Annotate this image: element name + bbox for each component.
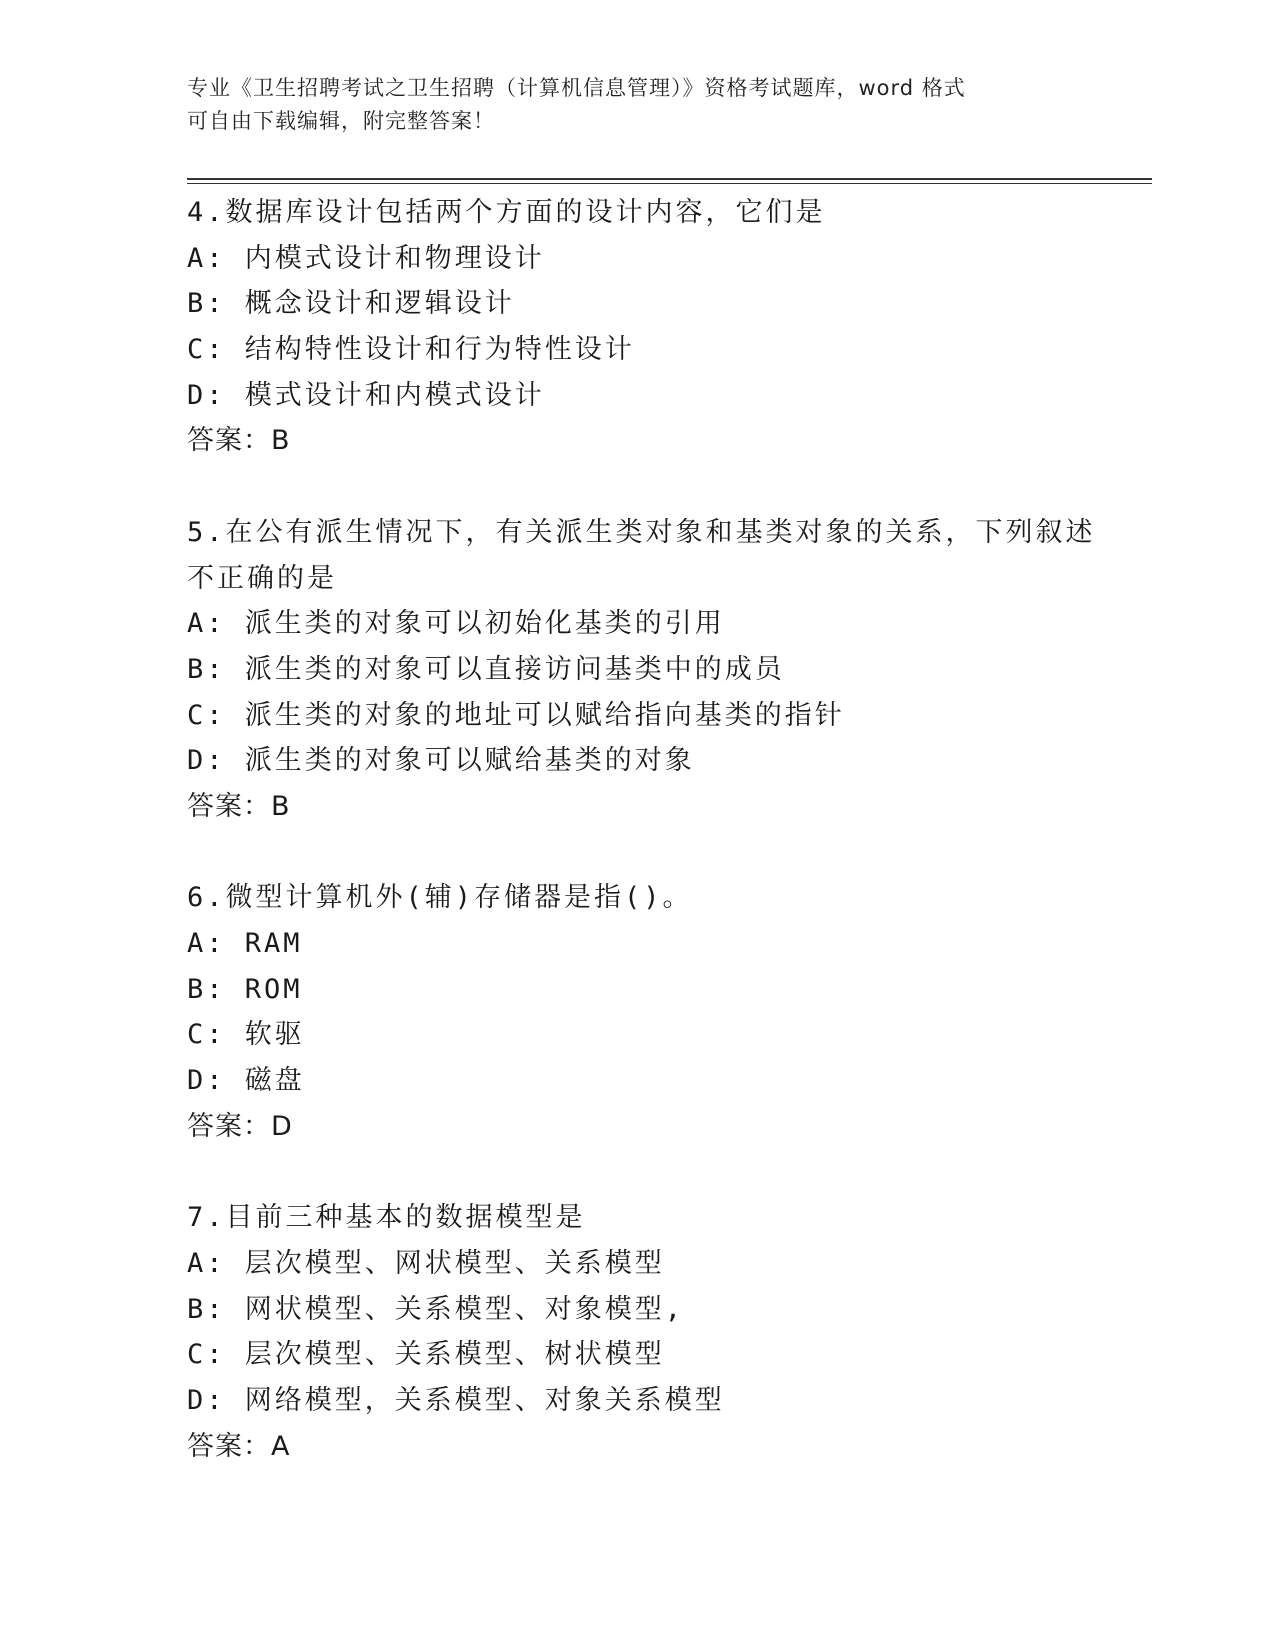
answer: 答案：A bbox=[187, 1430, 291, 1462]
question-stem: 7.目前三种基本的数据模型是 bbox=[187, 1202, 586, 1234]
question-stem-continued: 不正确的是 bbox=[187, 562, 337, 594]
option-d: D: 派生类的对象可以赋给基类的对象 bbox=[187, 745, 695, 777]
option-d: D: 磁盘 bbox=[187, 1065, 305, 1097]
option-b: B: 概念设计和逻辑设计 bbox=[187, 288, 515, 320]
option-a: A: RAM bbox=[187, 928, 303, 959]
document-header bbox=[187, 72, 1067, 138]
header-rule-thick bbox=[187, 178, 1152, 180]
option-a: A: 层次模型、网状模型、关系模型 bbox=[187, 1247, 665, 1279]
question-6 bbox=[187, 875, 1087, 1149]
question-stem: 6.微型计算机外(辅)存储器是指()。 bbox=[187, 882, 693, 914]
answer: 答案：B bbox=[187, 425, 291, 457]
option-c: C: 软驱 bbox=[187, 1019, 305, 1051]
option-c: C: 结构特性设计和行为特性设计 bbox=[187, 334, 635, 366]
answer: 答案：D bbox=[187, 1110, 293, 1142]
question-7 bbox=[187, 1195, 1087, 1469]
question-stem: 4.数据库设计包括两个方面的设计内容，它们是 bbox=[187, 197, 826, 228]
option-d: D: 模式设计和内模式设计 bbox=[187, 379, 545, 411]
header-line-1: 专业《卫生招聘考试之卫生招聘（计算机信息管理）》资格考试题库，word 格式 bbox=[187, 76, 966, 100]
option-c: C: 层次模型、关系模型、树状模型 bbox=[187, 1339, 665, 1371]
question-5 bbox=[187, 510, 1096, 830]
spacer bbox=[187, 830, 1087, 876]
answer: 答案：B bbox=[187, 790, 291, 822]
spacer bbox=[187, 1149, 1087, 1195]
option-b: B: ROM bbox=[187, 973, 303, 1005]
option-a: A: 派生类的对象可以初始化基类的引用 bbox=[187, 608, 725, 640]
header-rule-thin bbox=[187, 183, 1152, 184]
option-b: B: 派生类的对象可以直接访问基类中的成员 bbox=[187, 653, 785, 685]
option-c: C: 派生类的对象的地址可以赋给指向基类的指针 bbox=[187, 699, 845, 731]
question-list bbox=[187, 190, 1096, 1469]
option-b: B: 网状模型、关系模型、对象模型, bbox=[187, 1293, 685, 1325]
spacer bbox=[187, 464, 1087, 510]
question-4 bbox=[187, 190, 1087, 464]
question-stem: 5.在公有派生情况下，有关派生类对象和基类对象的关系，下列叙述 bbox=[187, 516, 1096, 548]
option-a: A: 内模式设计和物理设计 bbox=[187, 242, 545, 274]
header-line-2: 可自由下载编辑，附完整答案！ bbox=[187, 109, 495, 133]
option-d: D: 网络模型，关系模型、对象关系模型 bbox=[187, 1384, 725, 1416]
